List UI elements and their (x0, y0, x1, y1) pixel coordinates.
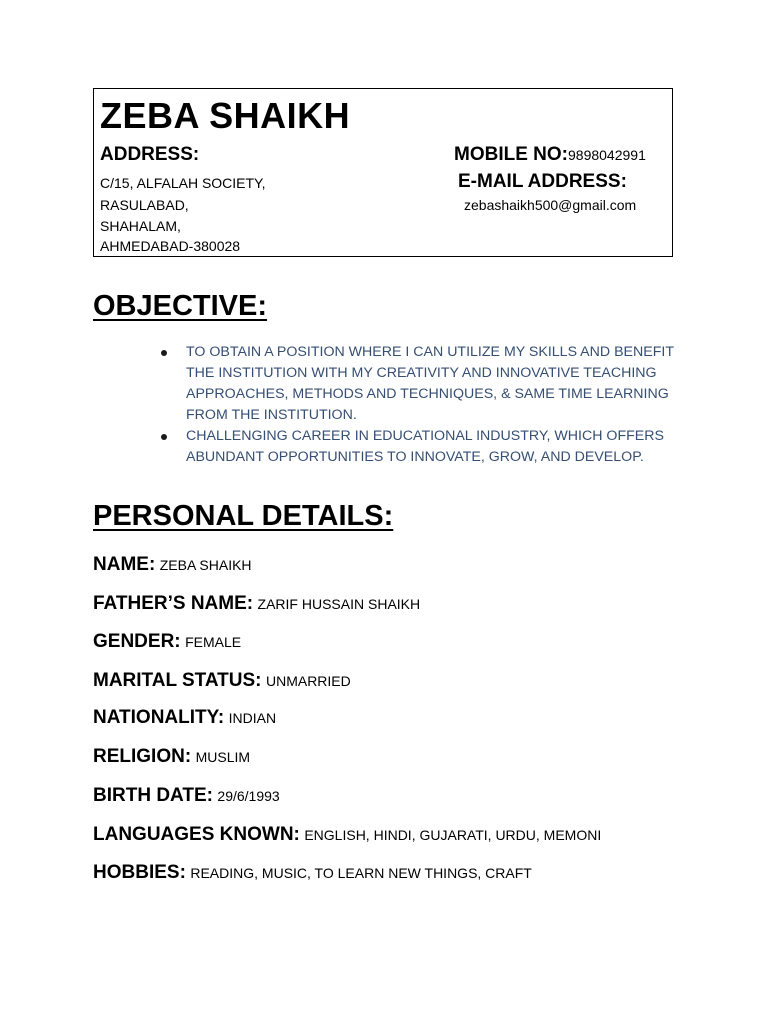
detail-marital-status (93, 669, 351, 694)
detail-value: ZARIF HUSSAIN SHAIKH (257, 596, 421, 612)
objective-item: TO OBTAIN A POSITION WHERE I CAN UTILIZE MY SKILLS AND BENEFIT THE INSTITUTION WITH MY CREATIVITY AND INNOVATIVE TEACHING APPROACHES, METHODS AND TECHNIQUES, & SAME TIME LEARNING FROM THE INSTITUTION. (160, 342, 680, 426)
detail-value: ENGLISH, HINDI, GUJARATI, URDU, MEMONI (304, 827, 602, 843)
detail-fathers-name (93, 592, 420, 617)
detail-value: ZEBA SHAIKH (159, 557, 252, 573)
detail-hobbies (93, 861, 532, 886)
detail-nationality (93, 706, 276, 731)
detail-value: READING, MUSIC, TO LEARN NEW THINGS, CRAFT (190, 865, 532, 881)
address-line-2: RASULABAD, (100, 197, 189, 213)
candidate-name: ZEBA SHAIKH (100, 95, 351, 136)
detail-label: RELIGION: (93, 746, 192, 767)
detail-label: BIRTH DATE: (93, 785, 213, 806)
detail-value: UNMARRIED (265, 673, 351, 689)
detail-birth-date (93, 784, 280, 809)
address-line-1: C/15, ALFALAH SOCIETY, (100, 175, 266, 191)
mobile-value: 9898042991 (568, 147, 646, 163)
detail-value: FEMALE (185, 634, 242, 650)
email-value[interactable]: zebashaikh500@gmail.com (464, 197, 637, 213)
detail-label: MARITAL STATUS: (93, 670, 262, 691)
detail-label: LANGUAGES KNOWN: (93, 824, 300, 845)
mobile-label: MOBILE NO: (454, 144, 568, 165)
detail-label: NAME: (93, 554, 156, 575)
detail-languages (93, 823, 601, 848)
detail-value: MUSLIM (195, 749, 251, 765)
address-label: ADDRESS: (100, 144, 200, 165)
header-box (93, 88, 673, 257)
objective-heading: OBJECTIVE: (93, 290, 268, 322)
address-line-3: SHAHALAM, (100, 218, 181, 234)
detail-value: 29/6/1993 (217, 788, 280, 804)
detail-label: FATHER’S NAME: (93, 593, 254, 614)
objective-list (160, 342, 680, 468)
detail-label: HOBBIES: (93, 862, 186, 883)
detail-gender (93, 630, 241, 655)
address-line-4: AHMEDABAD-380028 (100, 238, 241, 254)
detail-label: GENDER: (93, 631, 181, 652)
detail-name (93, 553, 252, 578)
personal-details-heading: PERSONAL DETAILS: (93, 500, 394, 532)
detail-label: NATIONALITY: (93, 707, 225, 728)
objective-item: CHALLENGING CAREER IN EDUCATIONAL INDUSTRY, WHICH OFFERS ABUNDANT OPPORTUNITIES TO INNOVATE, GROW, AND DEVELOP. (160, 426, 680, 468)
mobile-line (454, 144, 646, 166)
detail-value: INDIAN (228, 710, 277, 726)
email-label: E-MAIL ADDRESS: (458, 171, 627, 192)
detail-religion (93, 745, 250, 770)
